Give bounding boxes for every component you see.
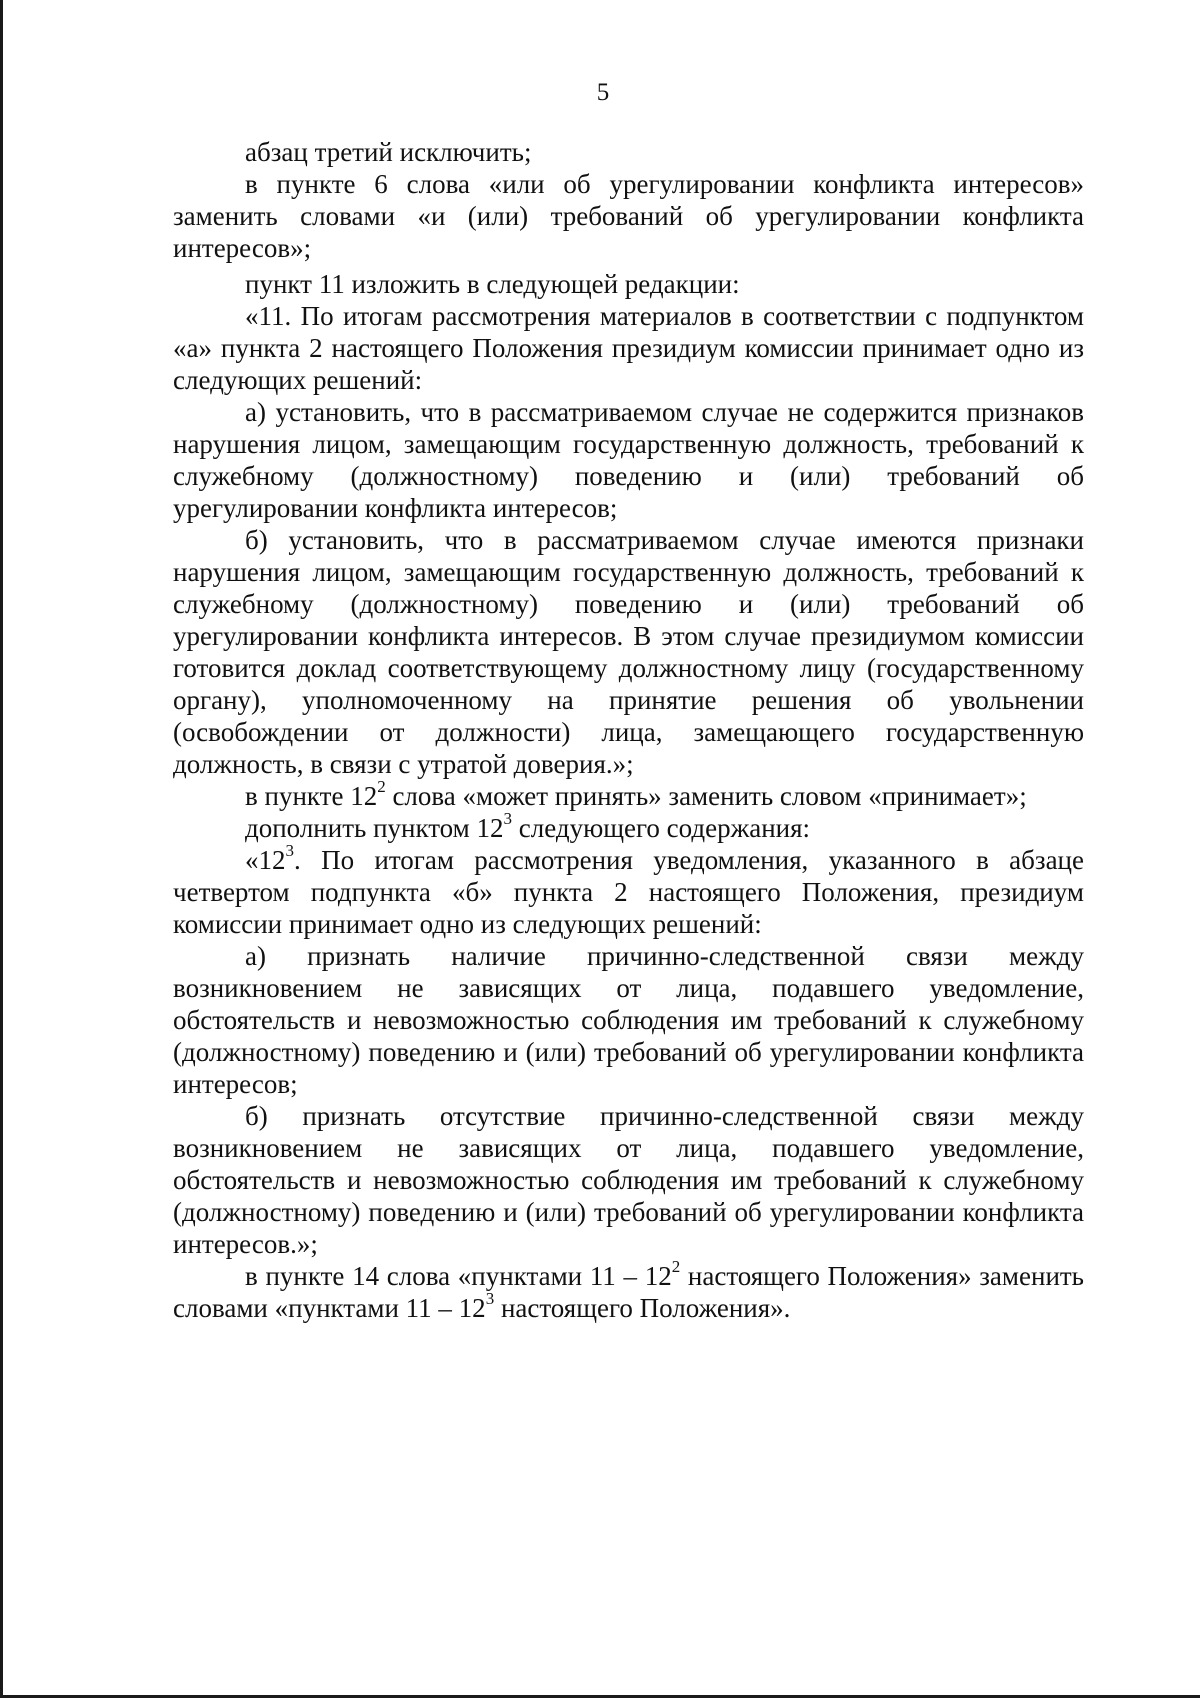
paragraph-text: . По итогам рассмотрения уведомления, указанного в абзаце четвертом подпункта «б» пункта 2 настоящего Положения, президиум комиссии принимает одно из следующих решений: bbox=[173, 845, 1084, 939]
superscript: 2 bbox=[377, 777, 386, 796]
paragraph-text: настоящего Положения». bbox=[494, 1293, 791, 1323]
paragraph-text: «12 bbox=[245, 845, 286, 875]
paragraph-text: следующего содержания: bbox=[512, 813, 811, 843]
paragraph bbox=[173, 777, 1084, 812]
paragraph bbox=[173, 1257, 1085, 1324]
paragraph-text: абзац третий исключить; bbox=[245, 137, 532, 167]
paragraph bbox=[173, 1100, 1084, 1260]
paragraph-text: а) признать наличие причинно-следственной связи между возникновением не зависящих от лица, подавшего уведомление, обстоятельств и невозможностью соблюдения им требований к служебному (должностному) поведению и (или) требований об урегулировании конфликта интересов; bbox=[173, 941, 1084, 1099]
paragraph-text: пункт 11 изложить в следующей редакции: bbox=[245, 269, 740, 299]
paragraph-text: в пункте 6 слова «или об урегулировании конфликта интересов» заменить словами «и (или) требований об урегулировании конфликта интересов»; bbox=[173, 169, 1084, 263]
paragraph-text: в пункте 14 слова «пунктами 11 – 12 bbox=[245, 1261, 672, 1291]
paragraph bbox=[173, 168, 1084, 264]
paragraph bbox=[173, 940, 1084, 1100]
paragraph-text: б) признать отсутствие причинно-следственной связи между возникновением не зависящих от лица, подавшего уведомление, обстоятельств и невозможностью соблюдения им требований к служебному (должностному) поведению и (или) требований об урегулировании конфликта интересов.»; bbox=[173, 1101, 1084, 1259]
paragraph bbox=[173, 809, 1084, 844]
document-body bbox=[173, 136, 1084, 1324]
paragraph bbox=[173, 841, 1084, 940]
paragraph bbox=[173, 300, 1084, 396]
paragraph bbox=[173, 524, 1084, 780]
paragraph-text: б) установить, что в рассматриваемом случае имеются признаки нарушения лицом, замещающим государственную должность, требований к служебному (должностному) поведению и (или) требований об урегулировании конфликта интересов. В этом случае президиумом комиссии готовится доклад соответствующему должностному лицу (государственному органу), уполномоченному на принятие решения об увольнении (освобождении от должности) лица, замещающего государственную должность, в связи с утратой доверия.»; bbox=[173, 525, 1084, 779]
paragraph-text: в пункте 12 bbox=[245, 781, 378, 811]
superscript: 3 bbox=[485, 1289, 495, 1308]
superscript: 3 bbox=[285, 841, 294, 860]
superscript: 2 bbox=[671, 1257, 681, 1276]
paragraph-text: «11. По итогам рассмотрения материалов в соответствии с подпунктом «а» пункта 2 настоящего Положения президиум комиссии принимает одно из следующих решений: bbox=[173, 301, 1084, 395]
paragraph bbox=[173, 268, 1084, 300]
superscript: 3 bbox=[503, 809, 512, 828]
paragraph bbox=[173, 136, 1084, 168]
paragraph-text: дополнить пунктом 12 bbox=[245, 813, 504, 843]
paragraph-text: слова «может принять» заменить словом «принимает»; bbox=[385, 781, 1027, 811]
page-number: 5 bbox=[596, 79, 610, 106]
paragraph-text: настоящего Положения» заменить словами «пунктами 11 – 12 bbox=[173, 1261, 1085, 1323]
paragraph bbox=[173, 396, 1084, 524]
paragraph-text: а) установить, что в рассматриваемом случае не содержится признаков нарушения лицом, замещающим государственную должность, требований к служебному (должностному) поведению и (или) требований об урегулировании конфликта интересов; bbox=[173, 397, 1084, 523]
